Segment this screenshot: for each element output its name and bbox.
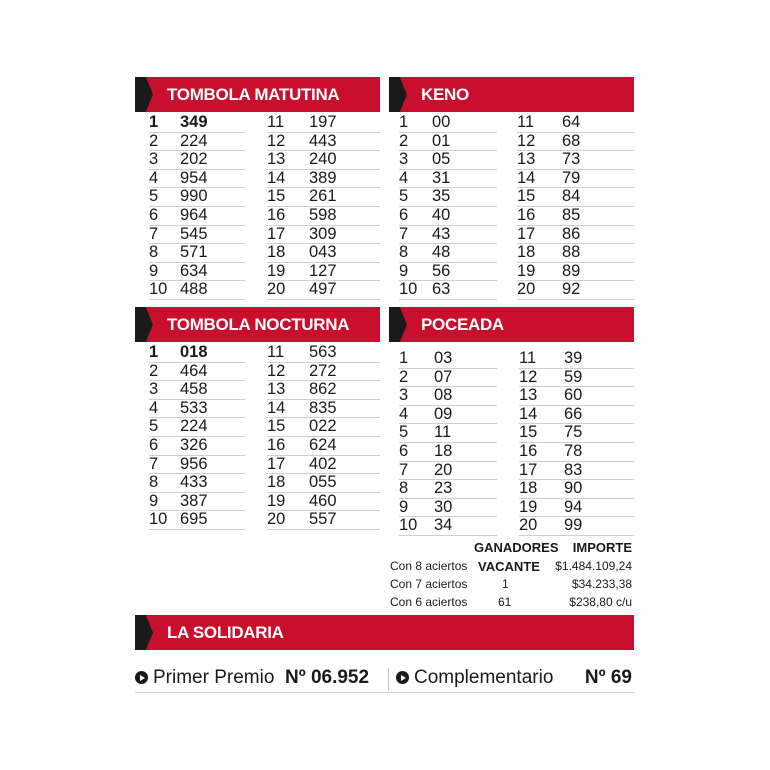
number-row <box>519 480 634 499</box>
drawn-number: 835 <box>309 398 337 417</box>
tombola-nocturna-header <box>135 307 380 342</box>
position-number: 10 <box>399 280 418 299</box>
number-row <box>517 263 634 282</box>
poceada-title: POCEADA <box>421 315 504 334</box>
poceada-header <box>389 307 634 342</box>
drawn-number: 055 <box>309 473 337 492</box>
drawn-number: 261 <box>309 187 337 206</box>
number-row <box>399 480 497 499</box>
position-number: 5 <box>149 187 159 206</box>
position-number: 14 <box>267 168 286 187</box>
drawn-number: 09 <box>434 404 453 423</box>
tombola-nocturna-title: TOMBOLA NOCTURNA <box>167 315 350 334</box>
results-row-amount: $238,80 c/u <box>569 595 632 609</box>
position-number: 6 <box>399 205 409 224</box>
drawn-number: 624 <box>309 435 337 454</box>
number-row <box>267 244 380 263</box>
number-row <box>149 437 245 456</box>
play-icon <box>135 664 148 692</box>
position-number: 6 <box>149 205 159 224</box>
position-number: 3 <box>149 380 159 399</box>
number-row <box>399 114 497 133</box>
drawn-number: 07 <box>434 367 453 386</box>
drawn-number: 197 <box>309 113 337 131</box>
number-row <box>399 133 497 152</box>
number-row <box>149 474 245 493</box>
drawn-number: 990 <box>180 187 208 206</box>
position-number: 17 <box>267 454 286 473</box>
la-solidaria-title: LA SOLIDARIA <box>167 623 284 642</box>
position-number: 13 <box>267 150 286 169</box>
complementary-value: Nº 69 <box>584 667 632 688</box>
position-number: 8 <box>399 243 409 262</box>
position-number: 5 <box>149 417 159 436</box>
number-row <box>149 114 245 133</box>
drawn-number: 956 <box>180 454 208 473</box>
number-column <box>517 114 634 300</box>
number-row <box>149 188 245 207</box>
position-number: 13 <box>519 386 538 405</box>
drawn-number: 01 <box>432 131 451 150</box>
drawn-number: 88 <box>562 243 581 262</box>
number-row <box>267 114 380 133</box>
number-row <box>267 493 380 512</box>
position-number: 1 <box>149 113 159 131</box>
position-number: 10 <box>149 280 168 299</box>
drawn-number: 00 <box>432 113 451 131</box>
position-number: 9 <box>399 497 409 516</box>
divider <box>388 668 389 690</box>
keno-header <box>389 77 634 112</box>
position-number: 17 <box>519 460 538 479</box>
number-row <box>149 344 245 363</box>
results-row <box>388 559 634 577</box>
position-number: 18 <box>517 243 536 262</box>
number-row <box>519 369 634 388</box>
position-number: 12 <box>267 361 286 380</box>
position-number: 5 <box>399 423 409 442</box>
position-number: 3 <box>399 386 409 405</box>
drawn-number: 272 <box>309 361 337 380</box>
number-row <box>149 207 245 226</box>
drawn-number: 48 <box>432 243 451 262</box>
position-number: 9 <box>149 261 159 280</box>
position-number: 12 <box>517 131 536 150</box>
tombola-nocturna-numbers <box>135 343 380 529</box>
number-row <box>517 244 634 263</box>
position-number: 11 <box>267 113 285 131</box>
number-row <box>149 170 245 189</box>
drawn-number: 40 <box>432 205 451 224</box>
position-number: 4 <box>149 398 159 417</box>
number-row <box>399 207 497 226</box>
number-column <box>149 114 245 300</box>
drawn-number: 39 <box>564 349 583 367</box>
number-row <box>519 350 634 369</box>
number-row <box>149 511 245 530</box>
results-row-label: Con 6 aciertos <box>390 595 468 609</box>
position-number: 11 <box>517 113 535 131</box>
position-number: 19 <box>517 261 536 280</box>
position-number: 19 <box>267 261 286 280</box>
position-number: 2 <box>149 131 159 150</box>
position-number: 20 <box>519 516 538 535</box>
number-column <box>149 344 245 530</box>
drawn-number: 08 <box>434 386 453 405</box>
drawn-number: 018 <box>180 343 208 361</box>
drawn-number: 309 <box>309 224 337 243</box>
drawn-number: 954 <box>180 168 208 187</box>
position-number: 2 <box>149 361 159 380</box>
position-number: 7 <box>399 224 409 243</box>
position-number: 15 <box>267 187 286 206</box>
winners-header: GANADORES <box>474 540 559 555</box>
number-row <box>149 418 245 437</box>
drawn-number: 326 <box>180 435 208 454</box>
position-number: 18 <box>519 479 538 498</box>
keno-section <box>389 77 634 299</box>
drawn-number: 402 <box>309 454 337 473</box>
number-column <box>519 350 634 536</box>
tombola-matutina-numbers <box>135 113 380 299</box>
drawn-number: 022 <box>309 417 337 436</box>
position-number: 15 <box>517 187 536 206</box>
number-row <box>149 263 245 282</box>
drawn-number: 571 <box>180 243 208 262</box>
position-number: 12 <box>267 131 286 150</box>
number-row <box>519 499 634 518</box>
position-number: 16 <box>519 441 538 460</box>
position-number: 16 <box>517 205 536 224</box>
complementary-label: Complementario <box>414 667 554 688</box>
amount-header: IMPORTE <box>572 540 632 555</box>
position-number: 15 <box>519 423 538 442</box>
drawn-number: 224 <box>180 417 208 436</box>
drawn-number: 18 <box>434 441 453 460</box>
position-number: 11 <box>267 343 285 361</box>
position-number: 1 <box>399 349 409 367</box>
position-number: 17 <box>517 224 536 243</box>
drawn-number: 89 <box>562 261 581 280</box>
poceada-results-table <box>388 540 634 613</box>
number-row <box>267 226 380 245</box>
number-row <box>267 133 380 152</box>
tombola-matutina-header <box>135 77 380 112</box>
drawn-number: 11 <box>434 423 452 442</box>
results-row-amount: $34.233,38 <box>571 577 632 591</box>
position-number: 9 <box>149 491 159 510</box>
drawn-number: 964 <box>180 205 208 224</box>
number-row <box>149 400 245 419</box>
results-row-label: Con 8 aciertos <box>390 559 468 573</box>
drawn-number: 349 <box>180 113 208 131</box>
number-row <box>517 114 634 133</box>
position-number: 4 <box>399 404 409 423</box>
drawn-number: 464 <box>180 361 208 380</box>
number-row <box>399 406 497 425</box>
drawn-number: 488 <box>180 280 208 299</box>
drawn-number: 460 <box>309 491 337 510</box>
drawn-number: 35 <box>432 187 451 206</box>
position-number: 11 <box>519 349 537 367</box>
drawn-number: 56 <box>432 261 451 280</box>
drawn-number: 563 <box>309 343 337 361</box>
header-notch <box>135 307 153 342</box>
number-row <box>267 400 380 419</box>
position-number: 8 <box>399 479 409 498</box>
drawn-number: 458 <box>180 380 208 399</box>
number-row <box>149 456 245 475</box>
number-row <box>519 462 634 481</box>
number-column <box>267 114 380 300</box>
la-solidaria-header <box>135 615 634 650</box>
number-row <box>517 188 634 207</box>
position-number: 5 <box>399 187 409 206</box>
results-row <box>388 577 634 595</box>
drawn-number: 240 <box>309 150 337 169</box>
number-row <box>399 517 497 536</box>
drawn-number: 634 <box>180 261 208 280</box>
number-row <box>399 151 497 170</box>
number-row <box>399 226 497 245</box>
position-number: 7 <box>149 224 159 243</box>
number-row <box>267 474 380 493</box>
number-row <box>267 381 380 400</box>
drawn-number: 202 <box>180 150 208 169</box>
number-row <box>399 244 497 263</box>
number-row <box>267 188 380 207</box>
header-notch <box>135 77 153 112</box>
position-number: 3 <box>149 150 159 169</box>
position-number: 8 <box>149 243 159 262</box>
drawn-number: 75 <box>564 423 583 442</box>
number-column <box>267 344 380 530</box>
results-row-winners: 61 <box>498 595 512 609</box>
number-row <box>399 170 497 189</box>
number-row <box>399 263 497 282</box>
drawn-number: 30 <box>434 497 453 516</box>
number-row <box>519 406 634 425</box>
drawn-number: 78 <box>564 441 583 460</box>
number-row <box>517 151 634 170</box>
drawn-number: 127 <box>309 261 337 280</box>
number-row <box>267 363 380 382</box>
position-number: 7 <box>399 460 409 479</box>
first-prize-label: Primer Premio <box>153 667 275 688</box>
drawn-number: 043 <box>309 243 337 262</box>
position-number: 13 <box>517 150 536 169</box>
results-row-label: Con 7 aciertos <box>390 577 468 591</box>
drawn-number: 84 <box>562 187 581 206</box>
position-number: 14 <box>517 168 536 187</box>
drawn-number: 389 <box>309 168 337 187</box>
position-number: 1 <box>149 343 159 361</box>
number-row <box>149 133 245 152</box>
position-number: 10 <box>149 510 168 529</box>
number-row <box>517 207 634 226</box>
position-number: 12 <box>519 367 538 386</box>
drawn-number: 73 <box>562 150 581 169</box>
number-row <box>399 387 497 406</box>
drawn-number: 43 <box>432 224 451 243</box>
number-row <box>267 344 380 363</box>
number-row <box>399 424 497 443</box>
number-column <box>399 114 497 300</box>
number-row <box>267 437 380 456</box>
position-number: 16 <box>267 205 286 224</box>
number-row <box>399 443 497 462</box>
drawn-number: 31 <box>432 168 451 187</box>
number-row <box>399 369 497 388</box>
number-row <box>267 170 380 189</box>
number-row <box>149 244 245 263</box>
header-notch <box>135 615 153 650</box>
number-row <box>519 387 634 406</box>
position-number: 18 <box>267 473 286 492</box>
position-number: 10 <box>399 516 418 535</box>
keno-title: KENO <box>421 85 469 104</box>
number-row <box>149 381 245 400</box>
number-row <box>517 133 634 152</box>
drawn-number: 64 <box>562 113 581 131</box>
poceada-numbers <box>389 349 634 535</box>
number-row <box>517 226 634 245</box>
position-number: 6 <box>149 435 159 454</box>
number-row <box>399 188 497 207</box>
number-row <box>267 207 380 226</box>
drawn-number: 90 <box>564 479 583 498</box>
number-row <box>267 456 380 475</box>
position-number: 17 <box>267 224 286 243</box>
drawn-number: 66 <box>564 404 583 423</box>
number-row <box>399 281 497 300</box>
number-row <box>149 493 245 512</box>
position-number: 19 <box>267 491 286 510</box>
results-header-row <box>388 540 634 559</box>
header-notch <box>389 77 407 112</box>
poceada-section <box>389 307 634 535</box>
keno-numbers <box>389 113 634 299</box>
position-number: 14 <box>519 404 538 423</box>
drawn-number: 83 <box>564 460 583 479</box>
results-row-winners: VACANTE <box>478 559 540 574</box>
number-row <box>267 281 380 300</box>
position-number: 13 <box>267 380 286 399</box>
drawn-number: 94 <box>564 497 583 516</box>
position-number: 20 <box>267 510 286 529</box>
drawn-number: 86 <box>562 224 581 243</box>
position-number: 20 <box>517 280 536 299</box>
position-number: 20 <box>267 280 286 299</box>
first-prize-value: Nº 06.952 <box>285 667 370 688</box>
position-number: 2 <box>399 131 409 150</box>
position-number: 4 <box>399 168 409 187</box>
drawn-number: 387 <box>180 491 208 510</box>
drawn-number: 433 <box>180 473 208 492</box>
number-row <box>399 499 497 518</box>
number-row <box>149 226 245 245</box>
drawn-number: 533 <box>180 398 208 417</box>
position-number: 14 <box>267 398 286 417</box>
tombola-matutina-title: TOMBOLA MATUTINA <box>167 85 340 104</box>
position-number: 19 <box>519 497 538 516</box>
header-notch <box>389 307 407 342</box>
number-row <box>267 418 380 437</box>
drawn-number: 68 <box>562 131 581 150</box>
drawn-number: 497 <box>309 280 337 299</box>
number-row <box>149 151 245 170</box>
drawn-number: 99 <box>564 516 583 535</box>
position-number: 6 <box>399 441 409 460</box>
drawn-number: 59 <box>564 367 583 386</box>
position-number: 8 <box>149 473 159 492</box>
results-row-amount: $1.484.109,24 <box>555 559 632 573</box>
number-row <box>267 151 380 170</box>
results-row-winners: 1 <box>502 577 509 591</box>
drawn-number: 85 <box>562 205 581 224</box>
drawn-number: 34 <box>434 516 453 535</box>
tombola-nocturna-section <box>135 307 380 529</box>
position-number: 1 <box>399 113 409 131</box>
number-row <box>149 281 245 300</box>
drawn-number: 92 <box>562 280 581 299</box>
position-number: 3 <box>399 150 409 169</box>
drawn-number: 598 <box>309 205 337 224</box>
drawn-number: 545 <box>180 224 208 243</box>
number-row <box>517 281 634 300</box>
number-row <box>399 462 497 481</box>
number-row <box>519 443 634 462</box>
number-row <box>519 424 634 443</box>
number-row <box>267 511 380 530</box>
drawn-number: 03 <box>434 349 453 367</box>
drawn-number: 557 <box>309 510 337 529</box>
number-column <box>399 350 497 536</box>
position-number: 16 <box>267 435 286 454</box>
number-row <box>149 363 245 382</box>
drawn-number: 79 <box>562 168 581 187</box>
position-number: 7 <box>149 454 159 473</box>
position-number: 18 <box>267 243 286 262</box>
drawn-number: 224 <box>180 131 208 150</box>
number-row <box>267 263 380 282</box>
position-number: 2 <box>399 367 409 386</box>
drawn-number: 05 <box>432 150 451 169</box>
la-solidaria-results <box>135 664 634 693</box>
play-icon <box>396 664 409 692</box>
drawn-number: 23 <box>434 479 453 498</box>
tombola-matutina-section <box>135 77 380 299</box>
drawn-number: 63 <box>432 280 451 299</box>
drawn-number: 443 <box>309 131 337 150</box>
number-row <box>399 350 497 369</box>
number-row <box>519 517 634 536</box>
drawn-number: 20 <box>434 460 453 479</box>
position-number: 4 <box>149 168 159 187</box>
position-number: 9 <box>399 261 409 280</box>
drawn-number: 695 <box>180 510 208 529</box>
number-row <box>517 170 634 189</box>
results-row <box>388 595 634 613</box>
la-solidaria-section <box>135 615 634 650</box>
drawn-number: 60 <box>564 386 583 405</box>
drawn-number: 862 <box>309 380 337 399</box>
position-number: 15 <box>267 417 286 436</box>
